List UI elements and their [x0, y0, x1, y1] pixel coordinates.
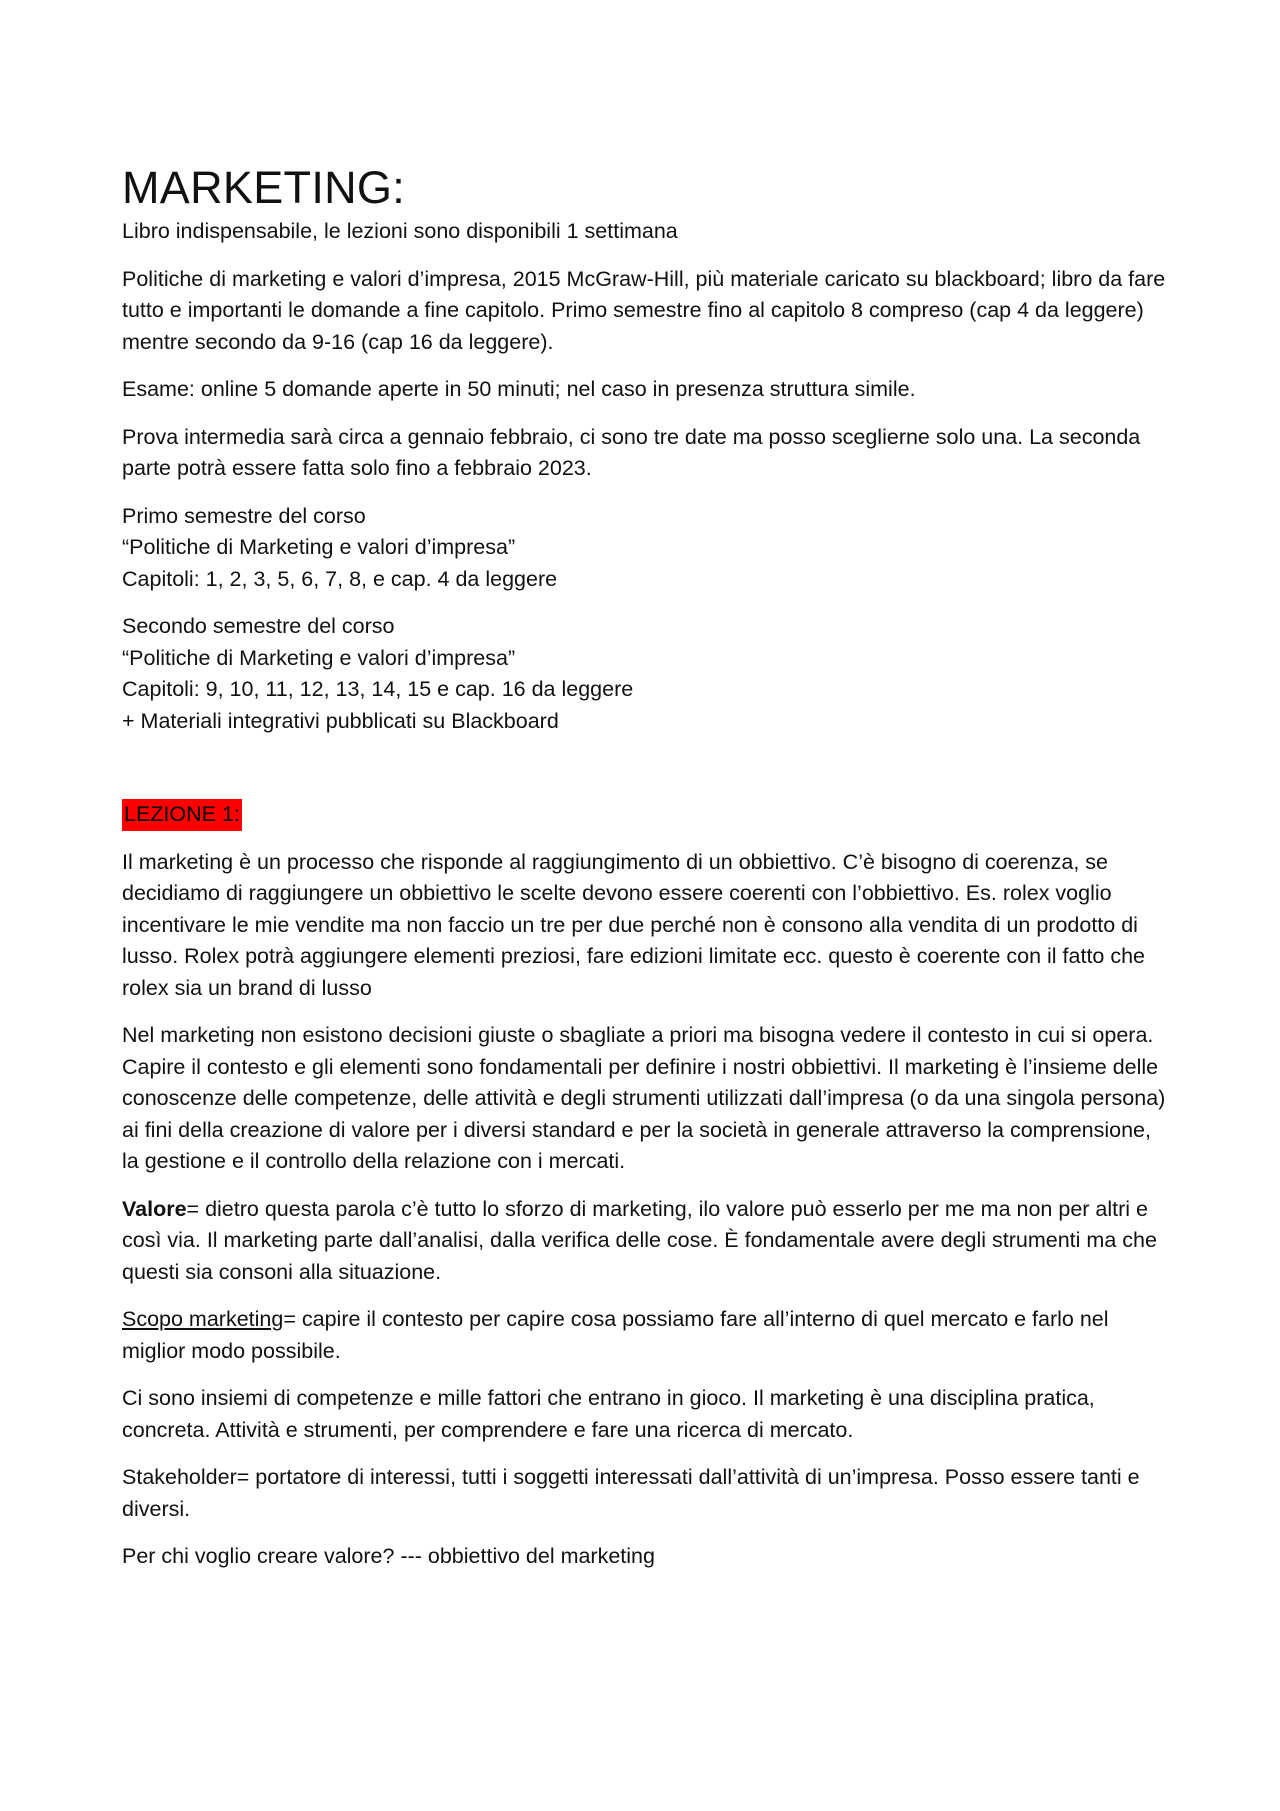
scopo-paragraph [122, 1304, 1172, 1367]
second-semester-chapters: Capitoli: 9, 10, 11, 12, 13, 14, 15 e cap. 16 da leggere [122, 677, 634, 701]
second-semester-line: Secondo semestre del corso [122, 614, 395, 638]
document-title: MARKETING: [122, 162, 406, 213]
first-semester-book: “Politiche di Marketing e valori d’impresa” [122, 535, 516, 559]
lesson-label-highlight: LEZIONE 1: [122, 799, 242, 831]
marketing-context-paragraph: Nel marketing non esistono decisioni giuste o sbagliate a priori ma bisogna vedere il contesto in cui si opera. Capire il contesto e gli elementi sono fondamentali per definire i nostri obbiettivi. Il marketing è l’insieme delle conoscenze delle competenze, delle attività e degli strumenti utilizzati dall’impresa (o da una singola persona) ai fini della creazione di valore per i diversi standard e per la società in generale attraverso la comprensione, la gestione e il controllo della relazione con i mercati. [122, 1023, 1166, 1173]
scopo-term: Scopo marketing [122, 1307, 284, 1331]
scopo-definition: = capire il contesto per capire cosa possiamo fare all’interno di quel mercato e farlo nel miglior modo possibile. [122, 1307, 1109, 1363]
second-semester-materials: + Materiali integrativi pubblicati su Blackboard [122, 708, 559, 733]
stakeholder-paragraph: Stakeholder= portatore di interessi, tutti i soggetti interessati dall’attività di un’impresa. Posso essere tanti e diversi. [122, 1465, 1140, 1521]
valore-definition: = dietro questa parola c’è tutto lo sforzo di marketing, ilo valore può esserlo per me ma non per altri e così via. Il marketing parte dall’analisi, dalla verifica delle cose. È fondamentale avere degli strumenti ma che questi sia consoni alla situazione. [122, 1196, 1157, 1284]
exam-paragraph: Esame: online 5 domande aperte in 50 minuti; nel caso in presenza struttura simile. [122, 377, 916, 401]
valore-question-paragraph: Per chi voglio creare valore? --- obbiettivo del marketing [122, 1544, 655, 1568]
valore-paragraph [122, 1194, 1172, 1289]
book-paragraph: Politiche di marketing e valori d’impresa, 2015 McGraw-Hill, più materiale caricato su blackboard; libro da fare tutto e importanti le domande a fine capitolo. Primo semestre fino al capitolo 8 compreso (cap 4 da leggere) mentre secondo da 9-16 (cap 16 da leggere). [122, 266, 1166, 354]
midterm-paragraph: Prova intermedia sarà circa a gennaio febbraio, ci sono tre date ma posso sceglierne solo una. La seconda parte potrà essere fatta solo fino a febbraio 2023. [122, 424, 1141, 480]
marketing-process-paragraph: Il marketing è un processo che risponde al raggiungimento di un obbiettivo. C’è bisogno di coerenza, se decidiamo di raggiungere un obbiettivo le scelte devono essere coerenti con l’obbiettivo. Es. rolex voglio incentivare le mie vendite ma non faccio un tre per due perché non è consono alla vendita di un prodotto di lusso. Rolex potrà aggiungere elementi preziosi, fare edizioni limitate ecc. questo è coerente con il fatto che rolex sia un brand di lusso [122, 849, 1146, 1000]
first-semester-block [122, 501, 1172, 596]
lesson-heading [122, 799, 1172, 831]
second-semester-book: “Politiche di Marketing e valori d’impresa” [122, 645, 516, 670]
valore-term: Valore [122, 1196, 187, 1221]
section-spacer [122, 753, 1180, 799]
intro-paragraph: Libro indispensabile, le lezioni sono disponibili 1 settimana [122, 219, 678, 243]
competenze-paragraph: Ci sono insiemi di competenze e mille fattori che entrano in gioco. Il marketing è una disciplina pratica, concreta. Attività e strumenti, per comprendere e fare una ricerca di mercato. [122, 1386, 1095, 1442]
second-semester-block [122, 611, 1172, 737]
first-semester-chapters: Capitoli: 1, 2, 3, 5, 6, 7, 8, e cap. 4 da leggere [122, 566, 558, 591]
first-semester-line: Primo semestre del corso [122, 503, 366, 528]
